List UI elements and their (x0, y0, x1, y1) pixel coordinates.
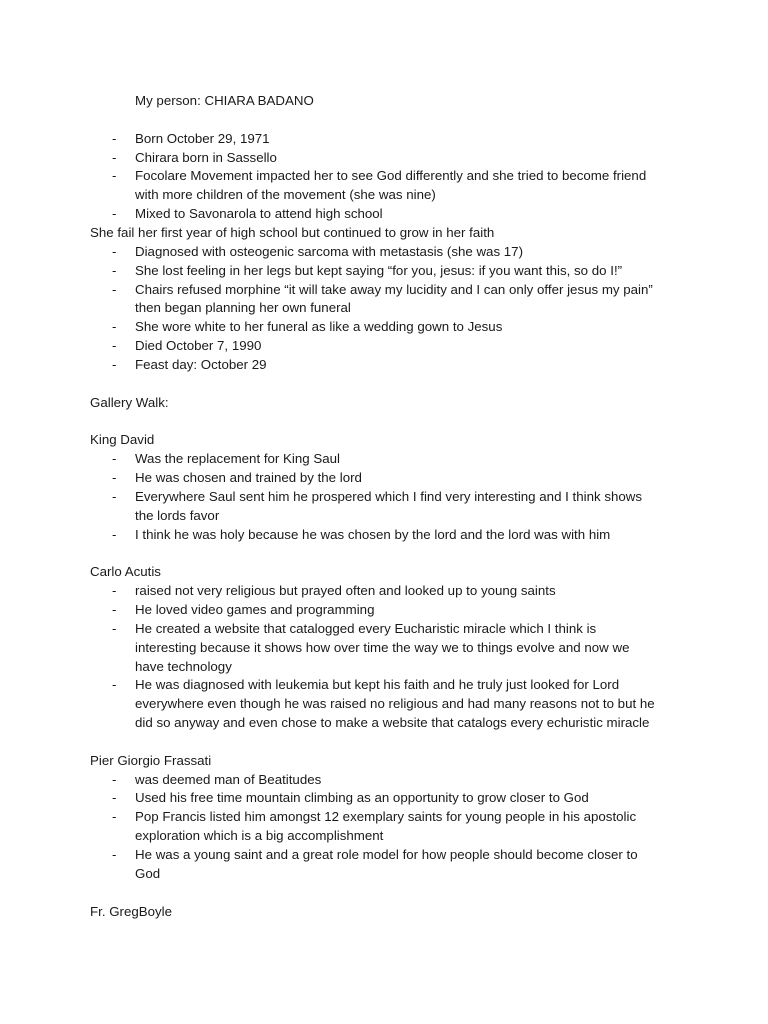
bullet-dash: - (112, 262, 117, 278)
chiara-list-item-text: Focolare Movement impacted her to see God differently and she tried to become friend (135, 168, 647, 184)
section-heading-carlo-acutis: Carlo Acutis (90, 564, 161, 580)
carlo-list-item-text: He was diagnosed with leukemia but kept his faith and he truly just looked for Lord (135, 677, 620, 693)
chiara-list-item-text: Chirara born in Sassello (135, 149, 277, 165)
pier-list-item-text: was deemed man of Beatitudes (135, 771, 322, 787)
bullet-dash: - (112, 620, 117, 636)
chiara-list-2-item-text: Diagnosed with osteogenic sarcoma with metastasis (she was 17) (135, 243, 524, 259)
chiara-list-2-item-text: She lost feeling in her legs but kept saying “for you, jesus: if you want this, so do I!” (135, 262, 623, 278)
bullet-dash: - (112, 583, 117, 599)
section-heading-pier-giorgio: Pier Giorgio Frassati (90, 752, 212, 768)
bullet-dash: - (112, 319, 117, 335)
carlo-list-item-text: raised not very religious but prayed often and looked up to young saints (135, 583, 556, 599)
carlo-list-item-text: everywhere even though he was raised no religious and had many reasons not to but he (135, 696, 655, 712)
bullet-dash: - (112, 206, 117, 222)
gallery-heading: Gallery Walk: (90, 394, 169, 410)
page-title: My person: CHIARA BADANO (135, 93, 314, 108)
king-david-list-item-text: Was the replacement for King Saul (135, 451, 340, 467)
bullet-dash: - (112, 470, 117, 485)
chiara-list-item-text: Born October 29, 1971 (135, 130, 270, 146)
bullet-dash: - (112, 790, 117, 806)
bullet-dash: - (112, 243, 117, 259)
bullet-dash: - (112, 771, 117, 787)
bullet-dash: - (112, 451, 117, 467)
king-david-list-item-text: the lords favor (135, 507, 220, 523)
chiara-list-2-item-text: Chairs refused morphine “it will take away my lucidity and I can only offer jesus my pain” (135, 281, 653, 297)
chiara-note: She fail her first year of high school but continued to grow in her faith (90, 224, 495, 240)
carlo-list-item-text: He loved video games and programming (135, 601, 375, 617)
bullet-dash: - (112, 130, 117, 146)
chiara-list-2-item-text: Feast day: October 29 (135, 356, 267, 372)
pier-list-item-text: Used his free time mountain climbing as an opportunity to grow closer to God (135, 790, 589, 806)
bullet-dash: - (112, 488, 117, 504)
bullet-dash: - (112, 168, 117, 184)
carlo-list-item-text: did so anyway and even chose to make a website that catalogs every echuristic miracle (135, 715, 650, 731)
chiara-list-2-item-text: She wore white to her funeral as like a wedding gown to Jesus (135, 319, 503, 335)
bullet-dash: - (112, 809, 117, 825)
pier-list-item-text: exploration which is a big accomplishment (135, 828, 384, 844)
bullet-dash: - (112, 149, 117, 165)
bullet-dash: - (112, 526, 117, 542)
bullet-dash: - (112, 847, 117, 862)
chiara-list-item-text: with more children of the movement (she was nine) (135, 187, 436, 203)
king-david-list-item-text: Everywhere Saul sent him he prospered which I find very interesting and I think shows (135, 488, 643, 504)
pier-list-item-text: God (135, 865, 161, 881)
king-david-list-item-text: I think he was holy because he was chosen by the lord and the lord was with him (135, 526, 611, 542)
bullet-dash: - (112, 356, 117, 372)
pier-list-item-text: He was a young saint and a great role model for how people should become closer to (135, 847, 638, 862)
carlo-list-item-text: interesting because it shows how over time the way we to things evolve and now we (135, 639, 630, 655)
king-david-list-item-text: He was chosen and trained by the lord (135, 470, 362, 485)
chiara-list-2-item-text: then began planning her own funeral (135, 300, 351, 316)
bullet-dash: - (112, 601, 117, 617)
carlo-list-item-text: He created a website that catalogged every Eucharistic miracle which I think is (135, 620, 597, 636)
chiara-list-item-text: Mixed to Savonarola to attend high school (135, 206, 383, 222)
carlo-list-item-text: have technology (135, 658, 232, 674)
chiara-list-2-item-text: Died October 7, 1990 (135, 338, 262, 354)
bullet-dash: - (112, 677, 117, 693)
bullet-dash: - (112, 338, 117, 354)
bullet-dash: - (112, 281, 117, 297)
section-heading-king-david: King David (90, 432, 155, 448)
pier-list-item-text: Pop Francis listed him amongst 12 exemplary saints for young people in his apostolic (135, 809, 637, 825)
section-heading-greg-boyle: Fr. GregBoyle (90, 903, 173, 919)
